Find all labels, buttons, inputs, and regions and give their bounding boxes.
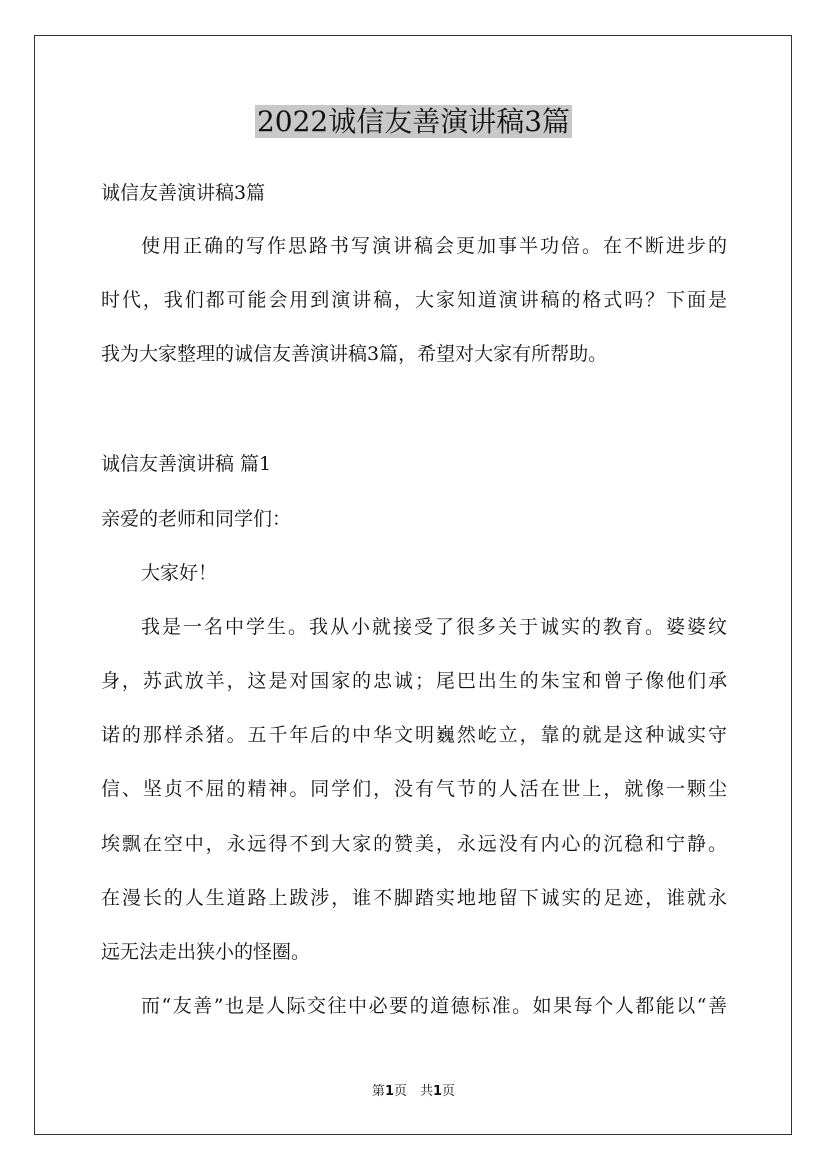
paragraph-line: 而“友善”也是人际交往中必要的道德标准。如果每个人都能以“善 (141, 995, 727, 1017)
greeting: 大家好！ (141, 562, 218, 584)
page-mid: 页 共 (393, 1084, 433, 1099)
intro-line: 时代，我们都可能会用到演讲稿，大家知道演讲稿的格式吗？下面是 (101, 289, 727, 311)
document-title-text: 2022诚信友善演讲稿3篇 (256, 105, 571, 138)
paragraph-line: 诺的那样杀猪。五千年后的中华文明巍然屹立，靠的就是这种诚实守 (101, 724, 727, 746)
page-prefix: 第 (371, 1084, 385, 1099)
paragraph-line: 信、坚贞不屈的精神。同学们，没有气节的人活在世上，就像一颗尘 (101, 778, 727, 800)
document-title (0, 100, 827, 144)
intro-line: 我为大家整理的诚信友善演讲稿3篇，希望对大家有所帮助。 (101, 343, 608, 365)
page-total: 1 (433, 1084, 443, 1099)
paragraph-line: 埃飘在空中，永远得不到大家的赞美，永远没有内心的沉稳和宁静。 (101, 833, 727, 855)
document-subtitle: 诚信友善演讲稿3篇 (101, 182, 266, 204)
page-footer (0, 1082, 827, 1102)
paragraph-line: 在漫长的人生道路上跋涉，谁不脚踏实地地留下诚实的足迹，谁就永 (101, 887, 727, 909)
paragraph-line: 身，苏武放羊，这是对国家的忠诚；尾巴出生的朱宝和曾子像他们承 (101, 670, 727, 692)
salutation: 亲爱的老师和同学们： (101, 508, 292, 530)
intro-line: 使用正确的写作思路书写演讲稿会更加事半功倍。在不断进步的 (141, 235, 727, 257)
paragraph-line: 远无法走出狭小的怪圈。 (101, 941, 311, 963)
page-current: 1 (384, 1084, 394, 1099)
paragraph-line: 我是一名中学生。我从小就接受了很多关于诚实的教育。婆婆纹 (141, 616, 727, 638)
page-suffix: 页 (442, 1084, 456, 1099)
section-heading: 诚信友善演讲稿 篇1 (101, 453, 272, 475)
